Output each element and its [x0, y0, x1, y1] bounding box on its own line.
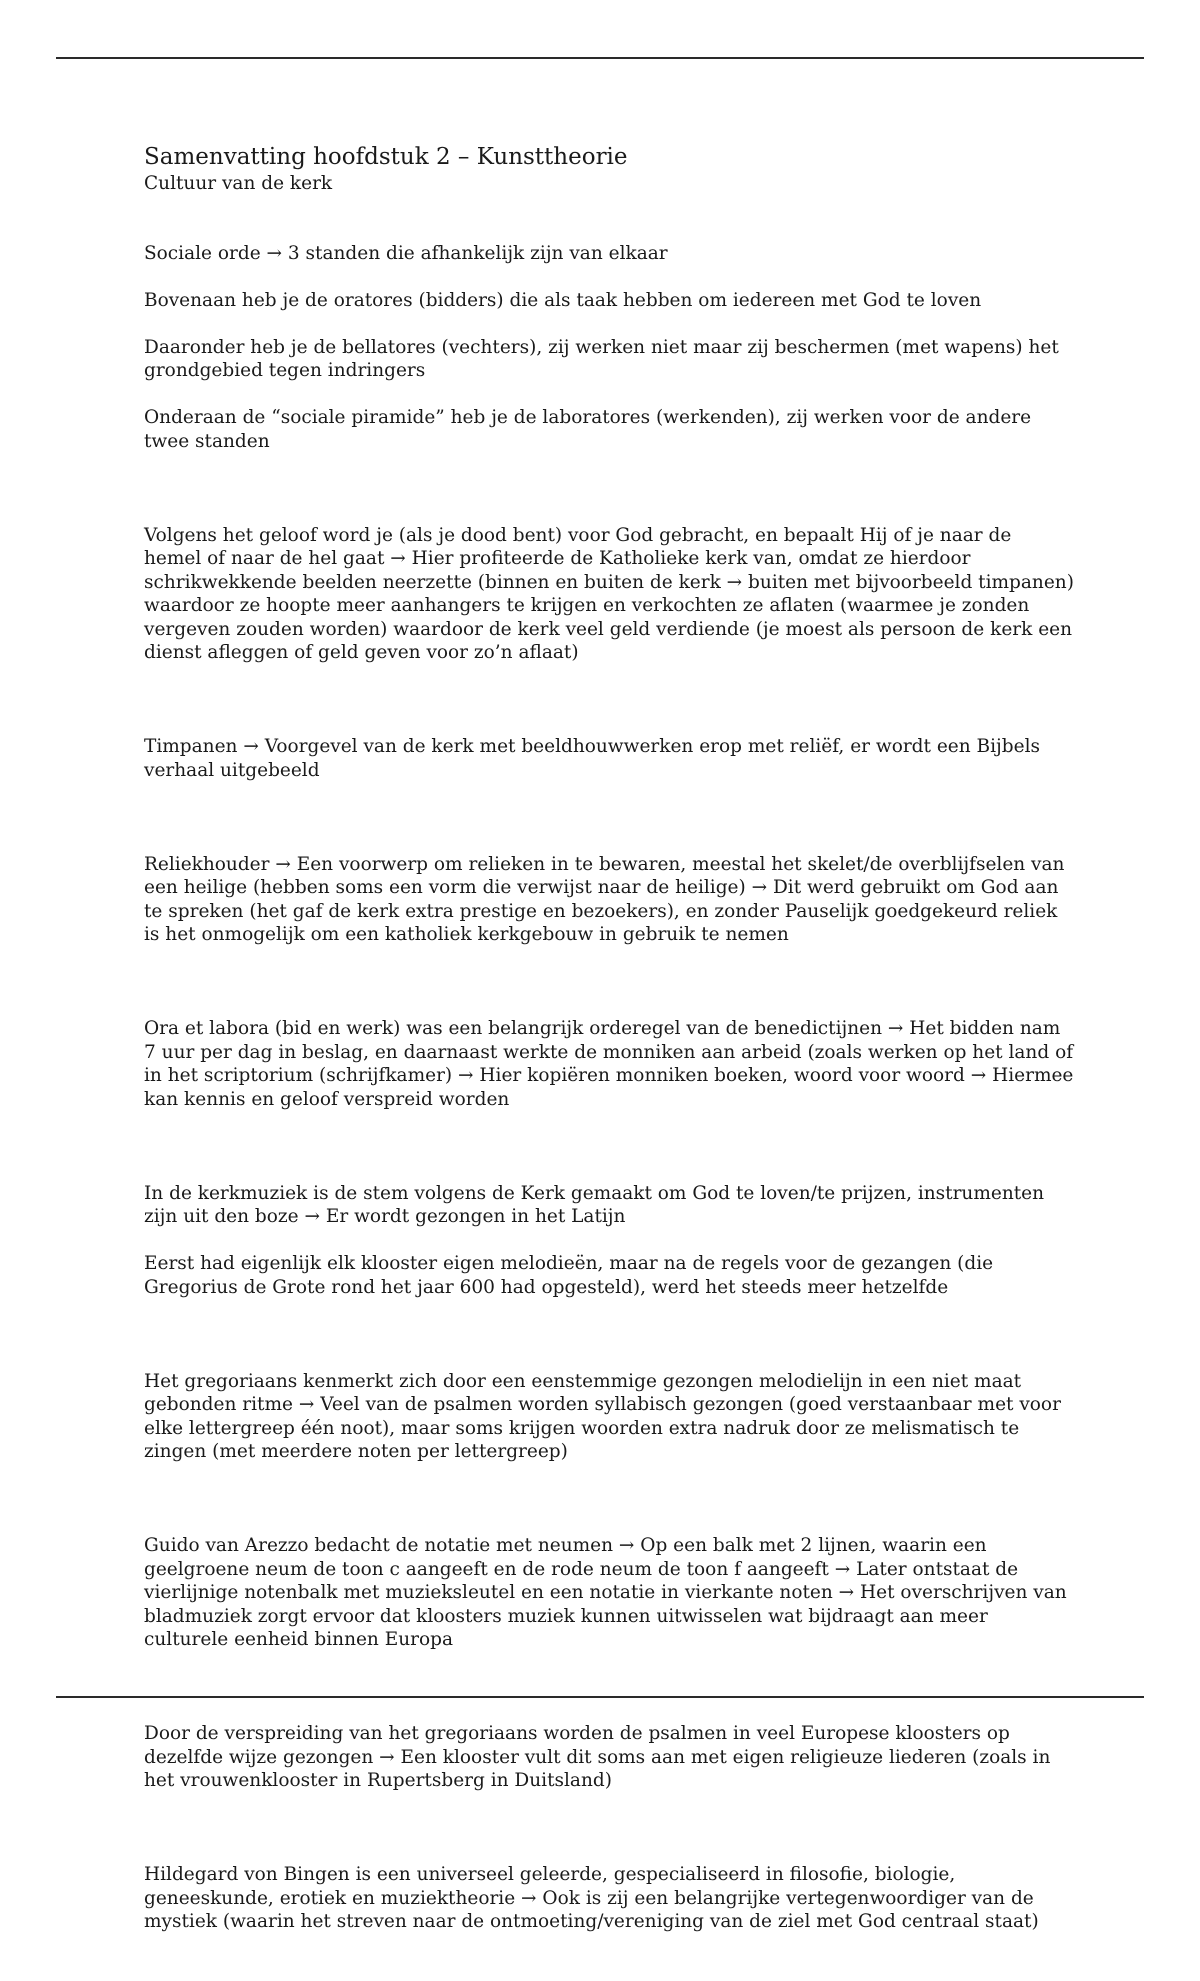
paragraph-line: In de kerkmuziek is de stem volgens de Kerk gemaakt om God te loven/te prijzen, instrumenten zijn uit den boze → Er wordt gezongen in het Latijn — [144, 1182, 1045, 1227]
paragraph-line: Het gregoriaans kenmerkt zich door een eenstemmige gezongen melodielijn in een niet maat gebonden ritme → Veel van de psalmen worden syllabisch gezongen (goed verstaanbaar met voor elke lettergreep één noot), maar soms krijgen woorden extra nadruk door ze melismatisch te zingen (met meerdere noten per lettergreep) — [144, 1370, 1061, 1462]
paragraph-line: Hildegard von Bingen is een universeel geleerde, gespecialiseerd in filosofie, biologie, geneeskunde, erotiek en muziektheorie → Ook is zij een belangrijke vertegenwoordiger van de mystiek (waarin het streven naar de ontmoeting/vereniging van de ziel met God centraal staat) — [144, 1864, 1039, 1932]
paragraph-guido-van-arezzo — [144, 1511, 1074, 1676]
paragraph-line: Sociale orde → 3 standen die afhankelijk zijn van elkaar — [144, 242, 668, 264]
paragraph-line: Daaronder heb je de bellatores (vechters), zij werken niet maar zij beschermen (met wapens) het grondgebied tegen indringers — [144, 336, 1059, 381]
paragraph-reliekhouder — [144, 829, 1074, 970]
paragraph-gregoriaans — [144, 1346, 1074, 1487]
footer-rule — [56, 1696, 1144, 1698]
paragraph-line: Onderaan de “sociale piramide” heb je de laboratores (werkenden), zij werken voor de andere twee standen — [144, 407, 1032, 452]
paragraph-geloof — [144, 500, 1074, 688]
paragraph-line: Reliekhouder → Een voorwerp om relieken in te bewaren, meestal het skelet/de overblijfselen van een heilige (hebben soms een vorm die verwijst naar de heilige) → Dit werd gebruikt om God aan te spreken (het gaf de kerk extra prestige en bezoekers), en zonder Pauselijk goedgekeurd reliek is het onmogelijk om een katholiek kerkgebouw in gebruik te nemen — [144, 853, 1065, 945]
paragraph-kerkmuziek — [144, 1158, 1074, 1323]
paragraph-line: Bovenaan heb je de oratores (bidders) die als taak hebben om iedereen met God te loven — [144, 289, 982, 311]
paragraph-line: Eerst had eigenlijk elk klooster eigen melodieën, maar na de regels voor de gezangen (die Gregorius de Grote rond het jaar 600 had opgesteld), werd het steeds meer hetzelfde — [144, 1253, 994, 1298]
paragraph-line: Door de verspreiding van het gregoriaans worden de psalmen in veel Europese kloosters op dezelfde wijze gezongen → Een klooster vult dit soms aan met eigen religieuze liederen (zoals in het vrouwenklooster in Rupertsberg in Duitsland) — [144, 1723, 1051, 1791]
header-rule — [56, 57, 1144, 59]
paragraph-line: Volgens het geloof word je (als je dood bent) voor God gebracht, en bepaalt Hij of je naar de hemel of naar de hel gaat → Hier profiteerde de Katholieke kerk van, omdat ze hierdoor schrikwekkende beelden neerzette (binnen en buiten de kerk → buiten met bijvoorbeeld timpanen) waardoor ze hoopte meer aanhangers te krijgen en verkochten ze aflaten (waarmee je zonden vergeven zouden worden) waardoor de kerk veel geld verdiende (je moest als persoon de kerk een dienst afleggen of geld geven voor zo’n aflaat) — [144, 524, 1074, 663]
paragraph-ora-et-labora — [144, 994, 1074, 1135]
paragraph-sociale-orde — [144, 218, 1074, 477]
paragraph-verspreiding — [144, 1699, 1074, 1817]
document-body — [144, 142, 1074, 1981]
paragraph-line: Ora et labora (bid en werk) was een belangrijk orderegel van de benedictijnen → Het bidden nam 7 uur per dag in beslag, en daarnaast werkte de monniken aan arbeid (zoals werken op het land of in het scriptorium (schrijfkamer) → Hier kopiëren monniken boeken, woord voor woord → Hiermee kan kennis en geloof verspreid worden — [144, 1018, 1074, 1110]
document-title: Samenvatting hoofdstuk 2 – Kunsttheorie — [144, 144, 628, 170]
paragraph-line: Timpanen → Voorgevel van de kerk met beeldhouwwerken erop met reliëf, er wordt een Bijbels verhaal uitgebeeld — [144, 736, 1040, 781]
paragraph-timpanen — [144, 712, 1074, 806]
paragraph-hildegard-von-bingen — [144, 1840, 1074, 1958]
document-subtitle: Cultuur van de kerk — [144, 173, 333, 194]
paragraph-line: Guido van Arezzo bedacht de notatie met neumen → Op een balk met 2 lijnen, waarin een geelgroene neum de toon c aangeeft en de rode neum de toon f aangeeft → Later ontstaat de vierlijnige notenbalk met muzieksleutel en een notatie in vierkante noten → Het overschrijven van bladmuziek zorgt ervoor dat kloosters muziek kunnen uitwisselen wat bijdraagt aan meer culturele eenheid binnen Europa — [144, 1535, 1067, 1650]
